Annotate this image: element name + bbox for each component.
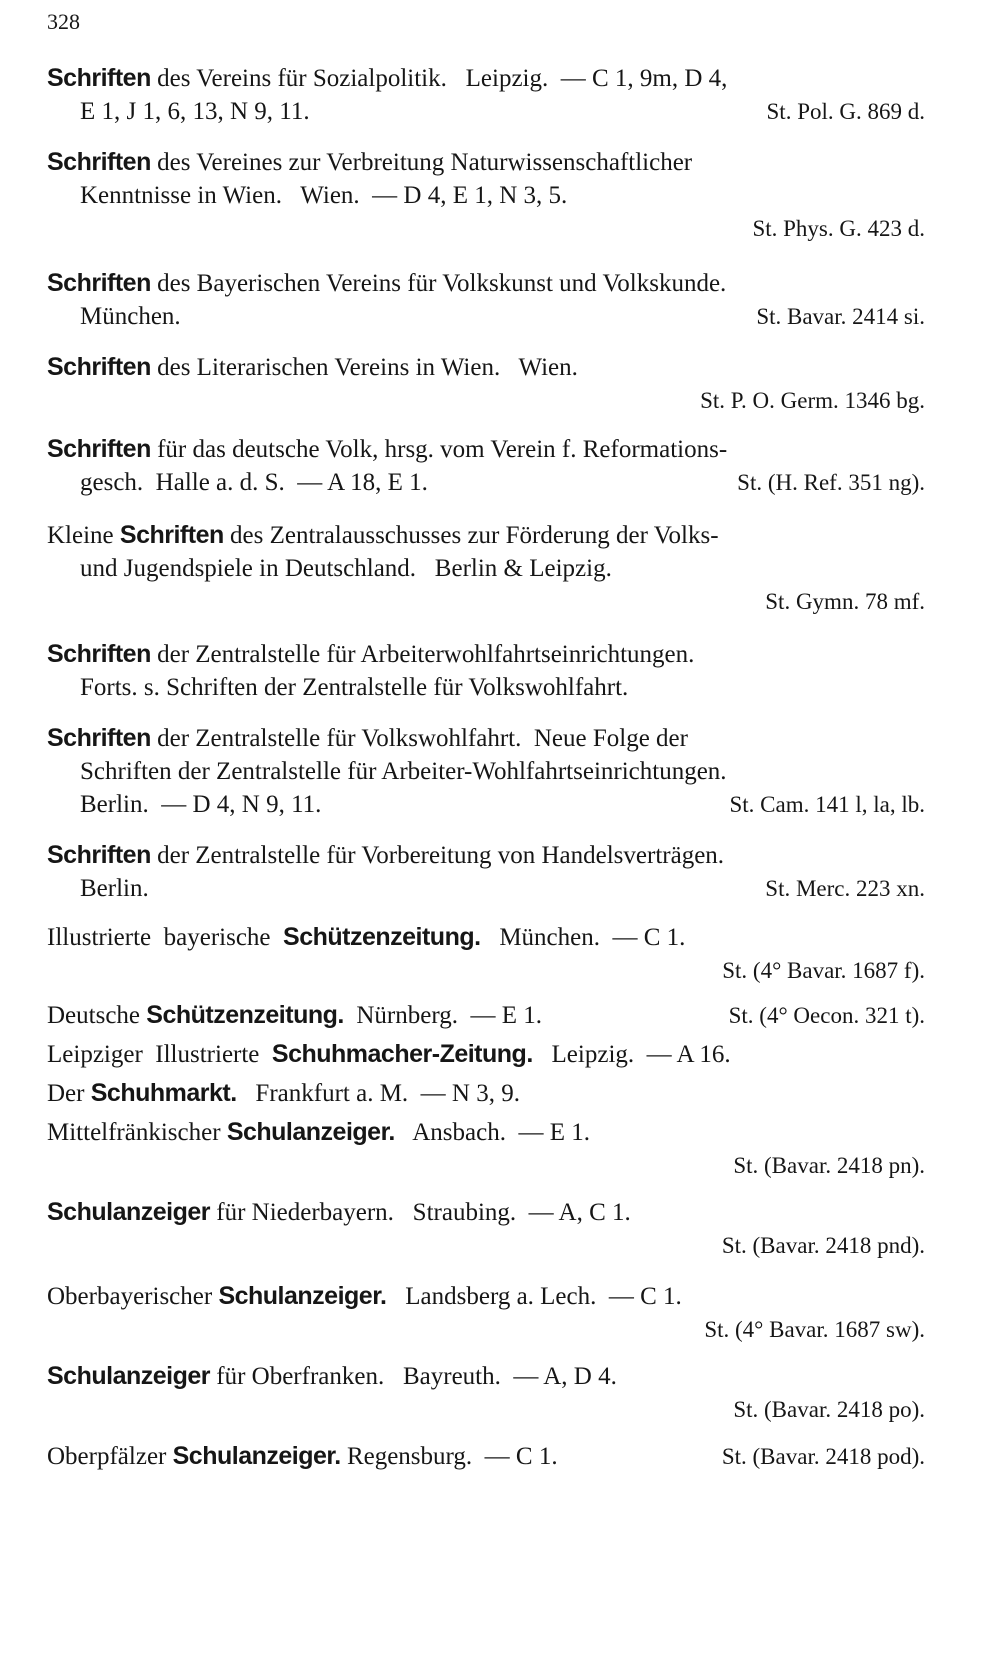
entry-line (47, 212, 925, 245)
entry-text (47, 351, 578, 384)
entry-line (47, 519, 925, 552)
text-run: des Bayerischen Vereins für Volkskunst und Volkskunde. (150, 270, 727, 297)
headword: Schriften (47, 64, 151, 92)
catalog-entry (47, 1196, 925, 1262)
headword: Schützenzeitung. (146, 1001, 344, 1029)
headword: Schulanzeiger. (218, 1282, 387, 1310)
catalog-entry (47, 638, 925, 704)
catalog-entry (47, 999, 925, 1032)
text-run: der Zentralstelle für Vorbereitung von Handelsverträgen. (150, 842, 725, 869)
text-run: Leipziger Illustrierte (47, 1041, 272, 1068)
catalog-entry (47, 1077, 925, 1110)
shelfmark: St. (Bavar. 2418 pnd). (721, 1233, 925, 1258)
headword: Schulanzeiger. (172, 1442, 341, 1470)
entry-line (47, 351, 925, 384)
text-run: Oberbayerischer (47, 1283, 219, 1310)
entry-text (80, 552, 612, 585)
entry-text (47, 62, 727, 95)
entry-text (80, 755, 727, 788)
catalog-entry (47, 1360, 925, 1426)
text-run: Berlin. (80, 875, 149, 902)
entry-line (47, 671, 925, 704)
shelfmark: St. Merc. 223 xn. (765, 876, 925, 901)
shelfmark: St. (4° Bavar. 1687 sw). (704, 1317, 925, 1342)
shelfmark: St. (4° Oecon. 321 t). (728, 1003, 925, 1028)
entry-text (80, 179, 567, 212)
text-run: für Niederbayern. Straubing. — A, C 1. (210, 1199, 631, 1226)
text-run: Nürnberg. — E 1. (343, 1002, 542, 1029)
catalog-entry (47, 839, 925, 905)
entry-text (47, 519, 719, 552)
headword: Schützenzeitung. (283, 923, 481, 951)
shelfmark: St. Gymn. 78 mf. (765, 589, 925, 614)
entry-text (80, 788, 321, 821)
entry-line (47, 839, 925, 872)
entry-line (47, 552, 925, 585)
catalog-entry (47, 722, 925, 821)
text-run: Regensburg. — C 1. (340, 1443, 558, 1470)
entry-text (47, 638, 694, 671)
entry-text (80, 671, 628, 704)
shelfmark: St. (Bavar. 2418 pn). (733, 1153, 925, 1178)
text-run: München. — C 1. (480, 924, 686, 951)
entry-line (47, 179, 925, 212)
entry-line (47, 1440, 925, 1473)
text-run: München. (80, 303, 181, 330)
text-run: Deutsche (47, 1002, 147, 1029)
entry-line (47, 1229, 925, 1262)
entry-line (47, 1393, 925, 1426)
text-run: Kenntnisse in Wien. Wien. — D 4, E 1, N 3, 5. (80, 182, 568, 209)
shelfmark: St. (Bavar. 2418 po). (733, 1397, 925, 1422)
entry-line (47, 62, 925, 95)
headword: Schulanzeiger (47, 1198, 210, 1226)
catalog-entry (47, 1116, 925, 1182)
entry-text (47, 1077, 520, 1110)
text-run: gesch. Halle a. d. S. — A 18, E 1. (80, 469, 428, 496)
text-run: für das deutsche Volk, hrsg. vom Verein f. Reformations- (150, 436, 728, 463)
headword: Schriften (47, 353, 151, 381)
entry-line (47, 999, 925, 1032)
headword: Schriften (47, 724, 151, 752)
entry-line (47, 638, 925, 671)
entry-line (47, 433, 925, 466)
entry-line (47, 1116, 925, 1149)
entry-line (47, 95, 925, 128)
headword: Schriften (47, 269, 151, 297)
text-run: Kleine (47, 522, 120, 549)
entry-line (47, 267, 925, 300)
entry-text (80, 872, 149, 905)
text-run: der Zentralstelle für Arbeiterwohlfahrtseinrichtungen. (150, 641, 695, 668)
catalog-entry (47, 1280, 925, 1346)
entry-text (47, 1360, 617, 1393)
headword: Schulanzeiger. (226, 1118, 395, 1146)
text-run: Ansbach. — E 1. (394, 1119, 590, 1146)
text-run: Schriften der Zentralstelle für Arbeiter-Wohlfahrtseinrichtungen. (80, 758, 727, 785)
catalog-entry (47, 1440, 925, 1473)
catalog-entry (47, 146, 925, 245)
text-run: des Vereines zur Verbreitung Naturwissenschaftlicher (150, 149, 693, 176)
text-run: für Oberfranken. Bayreuth. — A, D 4. (210, 1363, 617, 1390)
shelfmark: St. (Bavar. 2418 pod). (721, 1444, 925, 1469)
shelfmark: St. Bavar. 2414 si. (756, 304, 925, 329)
shelfmark: St. P. O. Germ. 1346 bg. (700, 388, 925, 413)
entry-line (47, 1360, 925, 1393)
shelfmark: St. Phys. G. 423 d. (752, 216, 925, 241)
text-run: Forts. s. Schriften der Zentralstelle für Volkswohlfahrt. (80, 674, 629, 701)
entry-text (80, 95, 310, 128)
entry-text (47, 1116, 590, 1149)
entry-line (47, 1313, 925, 1346)
entry-line (47, 755, 925, 788)
text-run: Landsberg a. Lech. — C 1. (386, 1283, 682, 1310)
catalog-entries (47, 62, 925, 1473)
entry-line (47, 1149, 925, 1182)
entry-text (80, 466, 428, 499)
page-number: 328 (47, 9, 80, 34)
entry-text (80, 300, 181, 333)
headword: Schuhmacher-Zeitung. (271, 1040, 533, 1068)
entry-text (47, 1280, 682, 1313)
headword: Schriften (119, 521, 224, 549)
text-run: Der (47, 1080, 91, 1107)
text-run: Leipzig. — A 16. (532, 1041, 731, 1068)
entry-text (47, 1440, 558, 1473)
entry-text (47, 1038, 731, 1071)
headword: Schriften (47, 841, 151, 869)
entry-line (47, 146, 925, 179)
entry-line (47, 466, 925, 499)
entry-text (47, 999, 542, 1032)
catalog-entry (47, 1038, 925, 1071)
entry-text (47, 146, 692, 179)
catalog-entry (47, 519, 925, 618)
text-run: der Zentralstelle für Volkswohlfahrt. Neue Folge der (150, 725, 688, 752)
entry-text (47, 433, 727, 466)
text-run: Oberpfälzer (47, 1443, 173, 1470)
headword: Schriften (47, 640, 151, 668)
headword: Schriften (47, 435, 151, 463)
entry-line (47, 1077, 925, 1110)
entry-line (47, 300, 925, 333)
entry-line (47, 1038, 925, 1071)
entry-line (47, 722, 925, 755)
entry-line (47, 585, 925, 618)
entry-text (47, 839, 724, 872)
entry-line (47, 1280, 925, 1313)
catalog-entry (47, 351, 925, 417)
text-run: Illustrierte bayerische (47, 924, 284, 951)
text-run: Mittelfränkischer (47, 1119, 227, 1146)
entry-line (47, 788, 925, 821)
shelfmark: St. (H. Ref. 351 ng). (737, 470, 925, 495)
entry-text (47, 722, 688, 755)
headword: Schriften (47, 148, 151, 176)
text-run: E 1, J 1, 6, 13, N 9, 11. (80, 98, 310, 125)
entry-line (47, 1196, 925, 1229)
entry-text (47, 267, 726, 300)
text-run: des Vereins für Sozialpolitik. Leipzig. — C 1, 9m, D 4, (150, 65, 728, 92)
entry-text (47, 1196, 631, 1229)
text-run: Berlin. — D 4, N 9, 11. (80, 791, 322, 818)
text-run: und Jugendspiele in Deutschland. Berlin & Leipzig. (80, 555, 612, 582)
catalog-entry (47, 433, 925, 499)
text-run: des Literarischen Vereins in Wien. Wien. (150, 354, 578, 381)
headword: Schuhmarkt. (90, 1079, 237, 1107)
catalog-entry (47, 921, 925, 987)
catalog-entry (47, 267, 925, 333)
entry-line (47, 954, 925, 987)
catalog-entry (47, 62, 925, 128)
shelfmark: St. (4° Bavar. 1687 f). (722, 958, 925, 983)
headword: Schulanzeiger (47, 1362, 210, 1390)
text-run: des Zentralausschusses zur Förderung der Volks- (223, 522, 719, 549)
entry-line (47, 921, 925, 954)
entry-line (47, 872, 925, 905)
shelfmark: St. Pol. G. 869 d. (766, 99, 925, 124)
entry-text (47, 921, 685, 954)
shelfmark: St. Cam. 141 l, la, lb. (729, 792, 925, 817)
entry-line (47, 384, 925, 417)
text-run: Frankfurt a. M. — N 3, 9. (236, 1080, 520, 1107)
